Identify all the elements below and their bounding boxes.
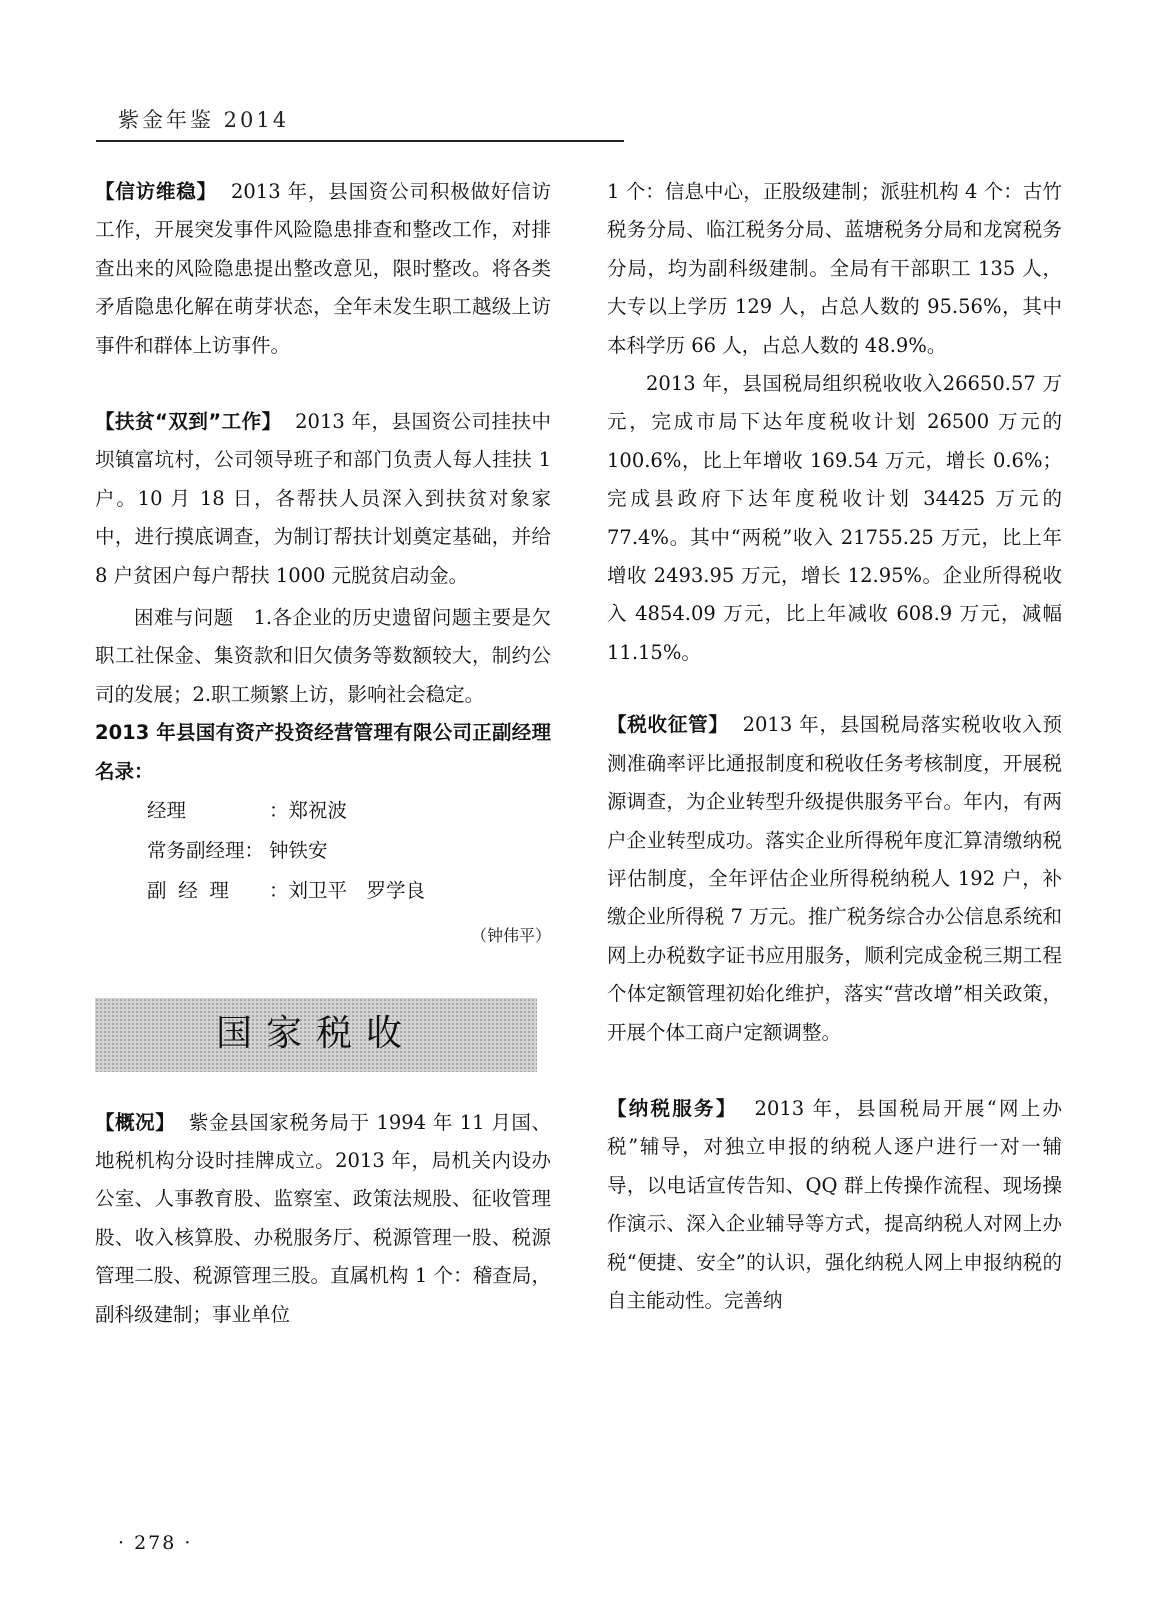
right-column <box>607 173 1062 1320</box>
roster-row: 副经理 ：刘卫平 罗学良 <box>147 871 551 911</box>
paragraph-heading: 【税收征管】 <box>607 713 729 737</box>
roster-title: 2013 年县国有资产投资经营管理有限公司正副经理名录： <box>95 721 551 783</box>
paragraph-problems: 困难与问题 1.各企业的历史遗留问题主要是欠职工社保金、集资款和旧欠债务等数额较大，制约公司的发展；2.职工频繁上访，影响社会稳定。 <box>95 606 551 706</box>
author-credit: （钟伟平） <box>470 926 551 946</box>
paragraph-overview <box>95 1104 551 1334</box>
section-banner <box>95 998 537 1072</box>
paragraph-body: 紫金县国家税务局于 1994 年 11 月国、地税机构分设时挂牌成立。2013 年，局机关内设办公室、人事教育股、监察室、政策法规股、征收管理股、收入核算股、办税服务厅、税源管理一股、税源管理二股、税源管理三股。直属机构 1 个：稽查局，副科级建制；事业单位 <box>95 1110 551 1326</box>
paragraph-heading: 【扶贫“双到”工作】 <box>95 410 282 434</box>
roster-label: 副经理 <box>147 879 241 903</box>
paragraph-body: 2013 年，县国资公司挂扶中坝镇富坑村，公司领导班子和部门负责人每人挂扶 1 户。10 月 18 日，各帮扶人员深入到扶贫对象家中，进行摸底调查，为制订帮扶计划奠定基础，并给 8 户贫困户每户帮扶 1000 元脱贫启动金。 <box>95 410 552 587</box>
roster-row: 经理 ：郑祝波 <box>147 791 551 831</box>
roster-value: 钟铁安 <box>269 839 328 863</box>
running-header: 紫金年鉴 2014 <box>118 108 290 132</box>
paragraph-body: 2013 年，县国税局落实税收收入预测准确率评比通报制度和税收任务考核制度，开展税源调查，为企业转型升级提供服务平台。年内，有两户企业转型成功。落实企业所得税年度汇算清缴纳税评估制度，全年评估企业所得税纳税人 192 户，补缴企业所得税 7 万元。推广税务综合办公信息系统和网上办税数字证书应用服务，顺利完成金税三期工程个体定额管理初始化维护，落实“营改增”相关政策，开展个体工商户定额调整。 <box>607 713 1062 1044</box>
paragraph-revenue: 2013 年，县国税局组织税收收入26650.57 万元，完成市局下达年度税收计划 26500 万元的 100.6%，比上年增收 169.54 万元，增长 0.6%；完成县政府下达年度税收计划 34425 万元的 77.4%。其中“两税”收入 21755.25 万元，比上年增收 2493.95 万元，增长 12.95%。企业所得税收入 4854.09 万元，比上年减收 608.9 万元，减幅 11.15%。 <box>607 372 1062 664</box>
roster-label: 常务副经理： <box>147 839 265 863</box>
paragraph-xinfang <box>95 173 551 365</box>
paragraph-fupin <box>95 403 551 595</box>
paragraph-heading: 【纳税服务】 <box>607 1096 738 1120</box>
paragraph-heading: 【概况】 <box>95 1110 176 1134</box>
roster-row <box>147 831 551 871</box>
paragraph-body: 2013 年，县国税局开展“网上办税”辅导，对独立申报的纳税人逐户进行一对一辅导，以电话宣传告知、QQ 群上传操作流程、现场操作演示、深入企业辅导等方式，提高纳税人对网上办税“便捷、安全”的认识，强化纳税人网上申报纳税的自主能动性。完善纳 <box>607 1096 1062 1312</box>
paragraph-overview-cont: 1 个：信息中心，正股级建制；派驻机构 4 个：古竹税务分局、临江税务分局、蓝塘税务分局和龙窝税务分局，均为副科级建制。全局有干部职工 135 人，大专以上学历 129 人，占总人数的 95.56%，其中本科学历 66 人，占总人数的 48.9%。 <box>607 180 1062 357</box>
header-rule <box>96 140 624 142</box>
roster-value: 郑祝波 <box>288 799 348 823</box>
manager-roster <box>95 791 551 911</box>
page-number: · 278 · <box>118 1532 193 1554</box>
paragraph-zhengguan <box>607 706 1062 1052</box>
section-title: 国家税收 <box>215 1013 416 1055</box>
roster-label: 经理 <box>147 799 187 823</box>
paragraph-body: 2013 年，县国资公司积极做好信访工作，开展突发事件风险隐患排查和整改工作，对排查出来的风险隐患提出整改意见，限时整改。将各类矛盾隐患化解在萌芽状态，全年未发生职工越级上访事件和群体上访事件。 <box>95 180 551 357</box>
paragraph-nashui <box>607 1090 1062 1320</box>
paragraph-heading: 【信访维稳】 <box>95 180 217 203</box>
roster-value: 刘卫平 罗学良 <box>288 879 426 903</box>
left-column <box>95 173 551 1334</box>
